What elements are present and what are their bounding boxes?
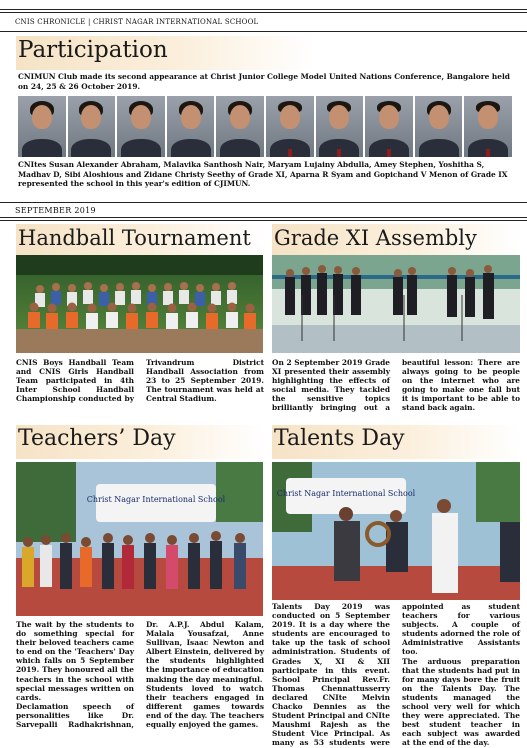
section-separator: [0, 202, 527, 220]
assembly-photo: [272, 255, 520, 353]
talents-day-photo: [272, 462, 520, 600]
teachers-title: Teachers’ Day: [18, 426, 176, 451]
participation-title-band: [16, 36, 316, 70]
participation-intro: CNIMUN Club made its second appearance at Christ Junior College Model United Nations Conference, Bangalore held on 24, 25 & 26 October 2019.: [18, 72, 510, 91]
teachers-banner-text: Christ Nagar International School: [86, 495, 226, 504]
talents-paragraph-1: Talents Day 2019 was conducted on 5 September 2019. It is a day where the students are encouraged to take up the task of school administration. Students of Grades X, XI & XII participate in this event. School Principal Rev.Fr. Thomas Chennattusserry declared CNIte Melvin Chacko Dennies as the Student Principal and CNIte Maushmi Rajesh as the Student Vice Principal. As many as 53 students were appointed as student teachers for various subjects. A couple of students adorned the role of Administrative Assistants too.: [272, 602, 521, 748]
participation-title: Participation: [18, 37, 168, 63]
teachers-paragraph-1: The wait by the students to do something special for their beloved teachers came to end on the 'Teachers' Day which falls on 5 September 2019. They honoured all the teachers in the school with special messages written on cards.: [16, 620, 134, 702]
talents-body: [272, 602, 520, 748]
portrait-photo: [316, 96, 364, 157]
portrait-photo: [117, 96, 165, 157]
assembly-title: Grade XI Assembly: [274, 226, 477, 250]
assembly-title-band: [272, 224, 520, 258]
handball-title: Handball Tournament: [18, 226, 251, 250]
handball-body: [16, 358, 264, 403]
assembly-paragraph: On 2 September 2019 Grade XI presented their assembly highlighting the effects of social media. They tackled the sensitive topics brilliantly bringing out a beautiful lesson: There are always going to be people on the internet who are going to make one fall but it is important to be able to stand back again.: [272, 358, 520, 413]
teachers-title-band: [16, 425, 264, 459]
portrait-photo: [167, 96, 215, 157]
talents-title: Talents Day: [274, 426, 405, 451]
header-text: CNIS CHRONICLE | CHRIST NAGAR INTERNATIONAL SCHOOL: [15, 18, 259, 26]
talents-title-band: [272, 425, 520, 459]
handball-team-photo: [16, 255, 263, 353]
handball-title-band: [16, 224, 264, 258]
portrait-photo: [18, 96, 66, 157]
talents-paragraph-2: The arduous preparation that the students had put in for many days bore the fruit on the Talents Day. The students managed the school very well for which they were appreciated. The best student teacher in each subject was awarded at the end of the day.: [402, 656, 520, 748]
teachers-body: [16, 620, 264, 729]
section-label: SEPTEMBER 2019: [15, 206, 96, 215]
portrait-photo: [68, 96, 116, 157]
participant-portraits: [18, 96, 512, 157]
teachers-paragraph-2: Declamation speech of personalities like Dr. Sarvepalli Radhakrishnan, Dr. A.P.J. Abdul Kalam, Malala Yousafzai, Anne Sullivan, Isaac Newton and Albert Einstein, delivered by the students highlighted the importance of education making the day meaningful.: [16, 620, 264, 730]
page-header: [0, 9, 527, 35]
handball-paragraph: CNIS Boys Handball Team and CNIS Girls Handball Team participated in 4th Inter School Handball Championship conducted by Trivandrum District Handball Association from 23 to 25 September 2019. The tournament was held at Central Stadium.: [16, 358, 264, 404]
portrait-photo: [365, 96, 413, 157]
participation-caption: CNItes Susan Alexander Abraham, Malavika Santhosh Nair, Maryam Lujainy Abdulla, Amey Stephen, Yoshitha S, Madhav D, Sibi Aloshious and Zidane Christy Seethy of Grade XI, Aparna R Syam and Gopichand V Menon of Grade IX represented the school in this year's edition of CJIMUN.: [18, 160, 508, 189]
portrait-photo: [216, 96, 264, 157]
talents-banner-text: Christ Nagar International School: [276, 489, 416, 498]
teachers-day-photo: [16, 462, 263, 616]
portrait-photo: [415, 96, 463, 157]
assembly-body: [272, 358, 520, 413]
portrait-photo: [464, 96, 512, 157]
portrait-photo: [266, 96, 314, 157]
teachers-paragraph-3: Students loved to watch their teachers engaged in different games towards end of the day. The teachers equally enjoyed the games.: [146, 683, 264, 730]
